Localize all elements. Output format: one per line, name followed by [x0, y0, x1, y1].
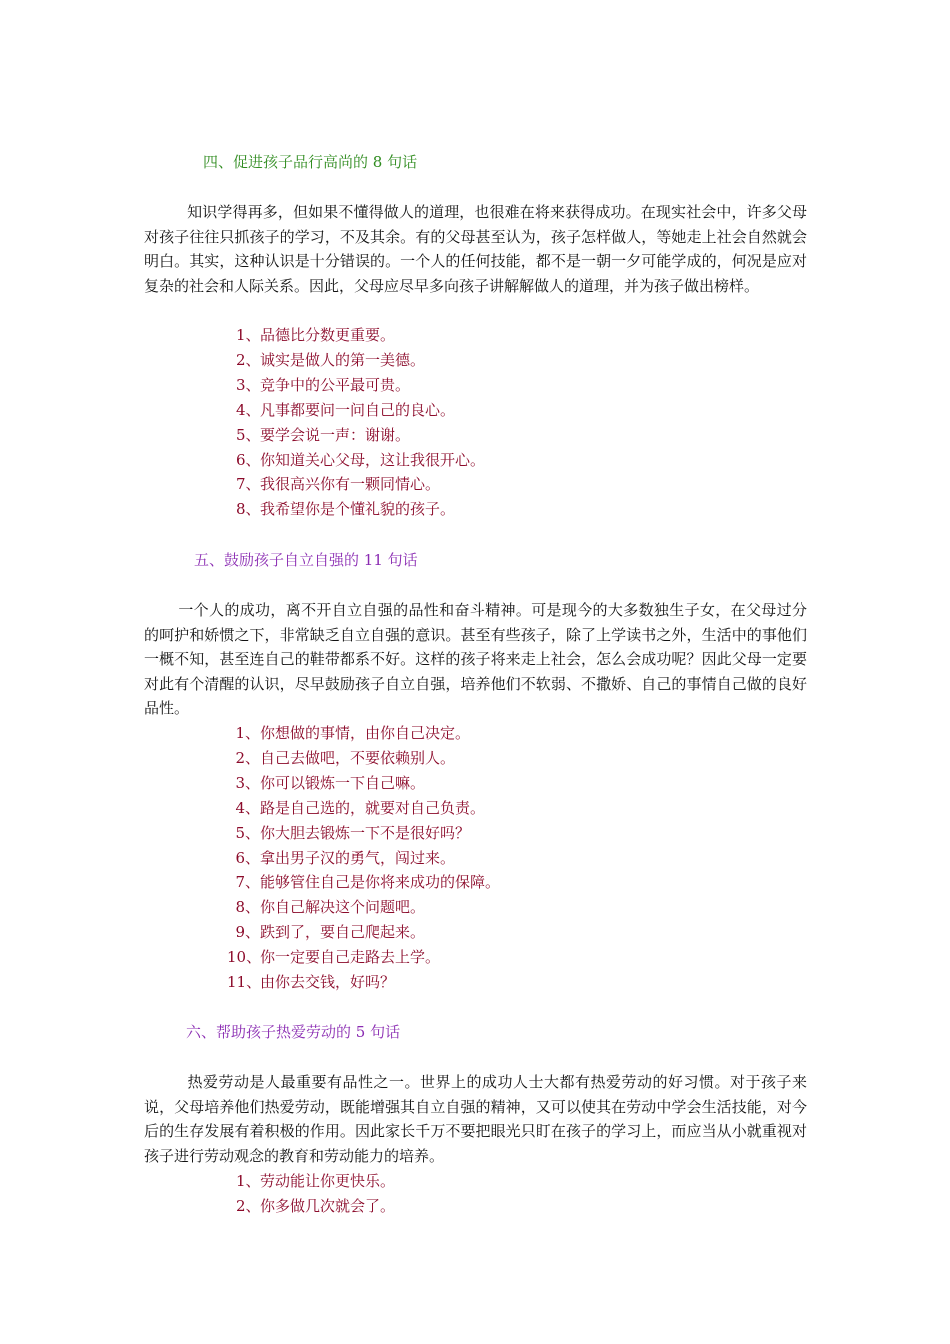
list-text: 你可以锻炼一下自己嘛。 — [260, 773, 426, 792]
list-text: 我很高兴你有一颗同情心。 — [260, 475, 441, 494]
list-item — [236, 348, 485, 373]
list-item — [227, 945, 500, 970]
list-number: 3、 — [236, 375, 261, 394]
section-paragraph-4 — [144, 200, 807, 298]
tips-list-6 — [236, 1169, 395, 1219]
list-item — [227, 920, 500, 945]
section-paragraph-6 — [144, 1070, 807, 1168]
list-item — [227, 970, 500, 995]
list-number: 1、 — [235, 724, 260, 742]
list-number: 8、 — [236, 500, 261, 519]
list-item — [227, 846, 500, 871]
list-text: 跌到了，要自己爬起来。 — [260, 923, 426, 942]
list-item — [236, 1169, 395, 1194]
list-text: 路是自己选的，就要对自己负责。 — [260, 798, 486, 817]
list-number: 6、 — [235, 848, 260, 867]
list-number: 10、 — [227, 948, 262, 967]
list-item — [236, 497, 485, 522]
paragraph-text: 一个人的成功，离不开自立自强的品性和奋斗精神。可是现今的大多数独生子女，在父母过分的呵护和娇惯之下，非常缺乏自立自强的意识。甚至有些孩子，除了上学读书之外，生活中的事他们一概不知，甚至连自己的鞋带都系不好。这样的孩子将来走上社会，怎么会成功呢？因此父母一定要对此有个清醒的认识，尽早鼓励孩子自立自强，培养他们不软弱、不撒娇、自己的事情自己做的良好品性。 — [144, 601, 807, 718]
list-number: 5、 — [236, 425, 261, 444]
list-text: 能够管住自己是你将来成功的保障。 — [260, 873, 501, 892]
list-text: 你多做几次就会了。 — [260, 1196, 396, 1215]
list-item — [236, 423, 485, 448]
list-item — [236, 448, 485, 473]
list-text: 竞争中的公平最可贵。 — [260, 375, 411, 394]
list-text: 你自己解决这个问题吧。 — [260, 898, 426, 917]
list-text: 自己去做吧，不要依赖别人。 — [260, 748, 456, 767]
paragraph-text: 知识学得再多，但如果不懂得做人的道理，也很难在将来获得成功。在现实社会中，许多父母对孩子往往只抓孩子的学习，不及其余。有的父母甚至认为，孩子怎样做人，等她走上社会自然就会明白。其实，这种认识是十分错误的。一个人的任何技能，都不是一朝一夕可能学成的，何况是应对复杂的社会和人际关系。因此，父母应尽早多向孩子讲解解做人的道理，并为孩子做出榜样。 — [144, 203, 807, 295]
list-text: 你知道关心父母，这让我很开心。 — [260, 450, 486, 469]
list-text: 我希望你是个懂礼貌的孩子。 — [260, 500, 456, 519]
list-number: 2、 — [236, 350, 261, 369]
list-number: 5、 — [235, 823, 260, 842]
list-text: 凡事都要问一问自己的良心。 — [260, 400, 456, 419]
list-number: 9、 — [235, 923, 260, 942]
list-number: 1、 — [236, 326, 261, 344]
list-text: 你大胆去锻炼一下不是很好吗？ — [260, 823, 471, 842]
list-text: 你想做的事情，由你自己决定。 — [260, 724, 471, 742]
list-text: 拿出男子汉的勇气，闯过来。 — [260, 848, 456, 867]
paragraph-text: 热爱劳动是人最重要有品性之一。世界上的成功人士大都有热爱劳动的好习惯。对于孩子来说，父母培养他们热爱劳动，既能增强其自立自强的精神，又可以使其在劳动中学会生活技能，对今后的生存发展有着积极的作用。因此家长千万不要把眼光只盯在孩子的学习上，而应当从小就重视对孩子进行劳动观念的教育和劳动能力的培养。 — [144, 1073, 807, 1165]
list-text: 诚实是做人的第一美德。 — [260, 350, 426, 369]
list-item — [227, 821, 500, 846]
section-heading-4: 四、促进孩子品行高尚的 8 句话 — [203, 153, 418, 171]
list-number: 2、 — [236, 1196, 261, 1215]
list-item — [227, 746, 500, 771]
list-number: 1、 — [236, 1172, 261, 1190]
list-item — [227, 895, 500, 920]
list-text: 要学会说一声：谢谢。 — [260, 425, 411, 444]
list-item — [236, 323, 485, 348]
list-number: 7、 — [236, 475, 261, 494]
list-number: 3、 — [235, 773, 260, 792]
list-number: 6、 — [236, 450, 261, 469]
list-item — [227, 796, 500, 821]
list-text: 品德比分数更重要。 — [260, 326, 396, 344]
list-text: 你一定要自己走路去上学。 — [260, 948, 441, 967]
list-item — [236, 398, 485, 423]
list-item — [236, 1194, 395, 1219]
tips-list-5 — [227, 721, 500, 995]
list-number: 8、 — [235, 898, 260, 917]
list-item — [236, 472, 485, 497]
section-paragraph-5 — [144, 598, 807, 721]
list-number: 4、 — [236, 400, 261, 419]
list-item — [236, 373, 485, 398]
section-heading-6: 六、帮助孩子热爱劳动的 5 句话 — [186, 1023, 401, 1041]
list-number: 11、 — [227, 973, 262, 992]
list-item — [227, 870, 500, 895]
list-item — [227, 771, 500, 796]
list-text: 劳动能让你更快乐。 — [260, 1172, 396, 1190]
list-number: 2、 — [235, 748, 260, 767]
list-number: 4、 — [235, 798, 260, 817]
tips-list-4 — [236, 323, 485, 522]
section-heading-5: 五、鼓励孩子自立自强的 11 句话 — [194, 551, 418, 569]
list-item — [227, 721, 500, 746]
list-text: 由你去交钱，好吗？ — [260, 973, 396, 992]
list-number: 7、 — [235, 873, 260, 892]
